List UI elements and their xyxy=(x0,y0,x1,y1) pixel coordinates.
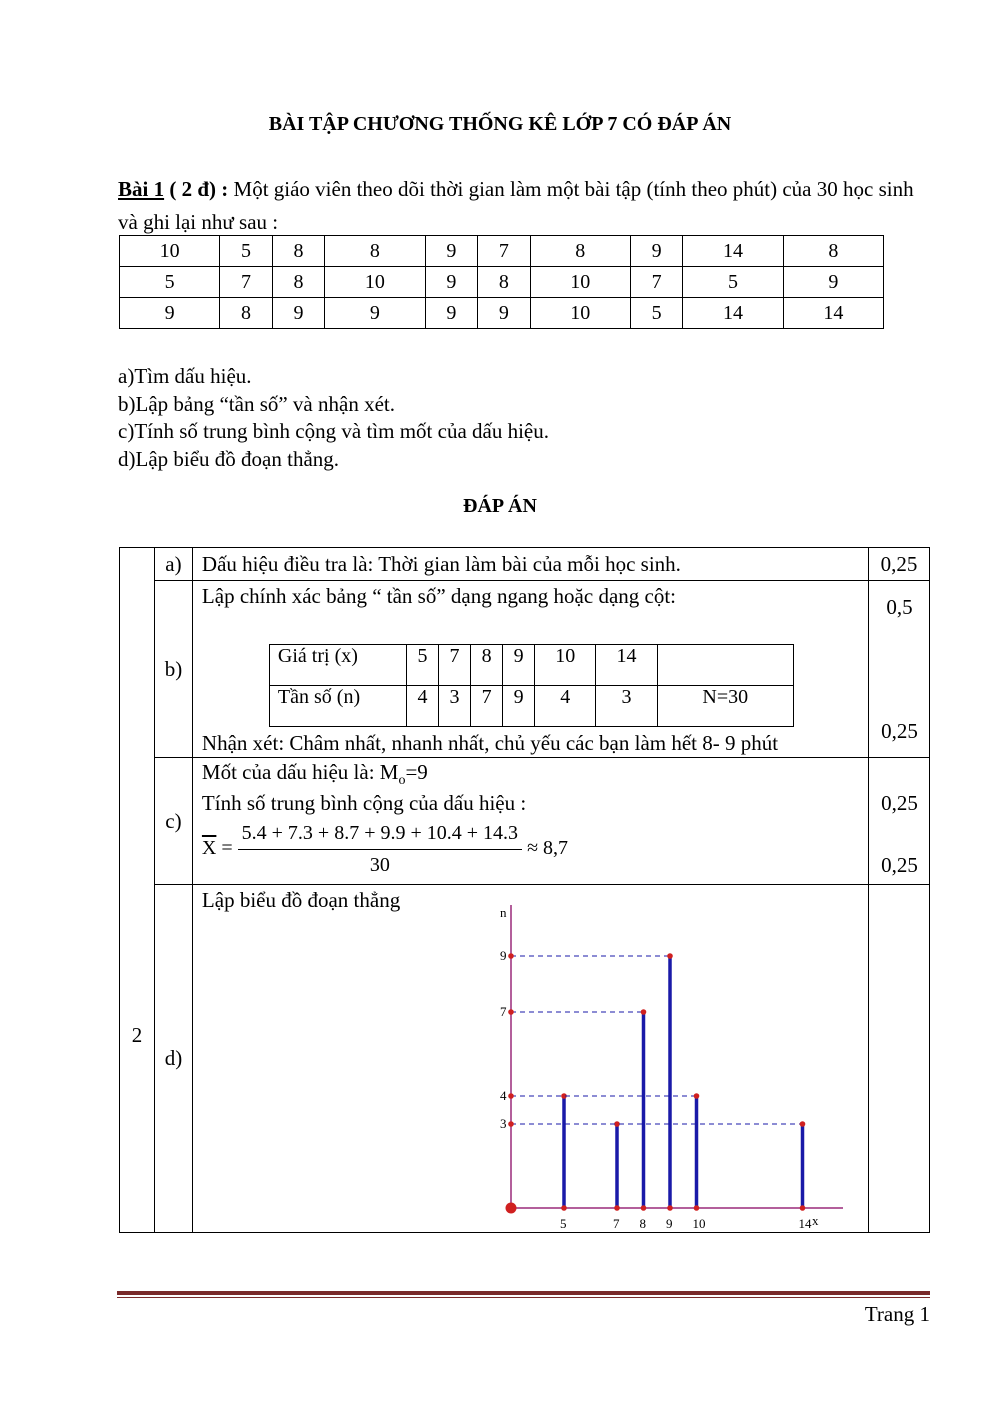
data-cell: 10 xyxy=(530,267,630,298)
answer-title: ĐÁP ÁN xyxy=(463,495,537,517)
question-d: d)Lập biểu đồ đoạn thẳng. xyxy=(118,446,340,471)
footer-divider-thin xyxy=(117,1297,930,1298)
mean-numerator: 5.4 + 7.3 + 8.7 + 9.9 + 10.4 + 14.3 xyxy=(238,822,522,850)
x-tick-label: 7 xyxy=(612,1216,620,1231)
data-row xyxy=(120,267,884,298)
y-tick-label: 3 xyxy=(499,1116,507,1131)
data-cell: 9 xyxy=(478,298,531,329)
data-cell: 14 xyxy=(783,298,883,329)
mode-sub: o xyxy=(398,773,406,789)
value-cell: 10 xyxy=(535,645,596,686)
y-tick-label: 9 xyxy=(499,948,507,963)
data-row xyxy=(120,298,884,329)
data-cell: 5 xyxy=(683,267,783,298)
bar-base-point xyxy=(694,1205,700,1211)
y-tick-label: 7 xyxy=(499,1004,507,1019)
data-cell: 9 xyxy=(425,298,478,329)
frequency-row-label: Tần số (n) xyxy=(269,686,406,727)
part-c-score-2: 0,25 xyxy=(881,853,918,877)
footer-divider xyxy=(117,1291,930,1295)
data-cell: 9 xyxy=(272,298,325,329)
part-a-score: 0,25 xyxy=(869,548,930,581)
x-tick-label: 5 xyxy=(559,1216,567,1231)
data-cell: 8 xyxy=(530,236,630,267)
part-b-content xyxy=(192,581,868,758)
mean-text: Tính số trung bình cộng của dấu hiệu : xyxy=(201,791,527,815)
part-b-intro: Lập chính xác bảng “ tần số” dạng ngang hoặc dạng cột: xyxy=(201,584,677,608)
part-b-label: b) xyxy=(154,581,192,758)
x-tick-label: 9 xyxy=(665,1216,673,1231)
exercise-intro xyxy=(118,173,933,239)
data-cell: 14 xyxy=(683,236,783,267)
x-tick-label: 8 xyxy=(639,1216,646,1231)
x-axis-label: x xyxy=(811,1213,819,1228)
mode-prefix: Mốt của dấu hiệu là: M xyxy=(201,760,399,784)
bar-top-point xyxy=(694,1093,700,1099)
part-c-score-1: 0,25 xyxy=(881,791,918,815)
origin-point xyxy=(505,1203,516,1214)
mean-formula xyxy=(202,822,568,877)
y-tick-point xyxy=(508,1121,514,1127)
frequency-cell: 4 xyxy=(535,686,596,727)
question-a: a)Tìm dấu hiệu. xyxy=(118,364,252,388)
data-cell: 8 xyxy=(325,236,425,267)
data-cell: 7 xyxy=(630,267,683,298)
data-cell: 7 xyxy=(220,267,273,298)
frequency-chart xyxy=(193,885,870,1233)
data-cell: 7 xyxy=(478,236,531,267)
frequency-cell: 3 xyxy=(438,686,470,727)
y-axis-label: n xyxy=(499,905,507,920)
y-tick-point xyxy=(508,1093,514,1099)
bar-top-point xyxy=(667,953,673,959)
page-number: Trang 1 xyxy=(864,1302,930,1326)
frequency-cell: 4 xyxy=(406,686,438,727)
data-cell: 8 xyxy=(272,267,325,298)
data-cell: 9 xyxy=(783,267,883,298)
frequency-table xyxy=(269,644,794,727)
y-tick-point xyxy=(508,1009,514,1015)
data-cell: 14 xyxy=(683,298,783,329)
question-b: b)Lập bảng “tần số” và nhận xét. xyxy=(118,391,395,416)
page-title: BÀI TẬP CHƯƠNG THỐNG KÊ LỚP 7 CÓ ĐÁP ÁN xyxy=(268,113,732,135)
value-row-label: Giá trị (x) xyxy=(269,645,406,686)
data-cell: 8 xyxy=(478,267,531,298)
value-cell: 9 xyxy=(503,645,535,686)
bar-base-point xyxy=(667,1205,673,1211)
y-tick-point xyxy=(508,953,514,959)
x-tick-label: 14 xyxy=(798,1216,812,1231)
mean-denominator: 30 xyxy=(369,854,390,876)
data-cell: 5 xyxy=(220,236,273,267)
bar-base-point xyxy=(614,1205,620,1211)
frequency-cell: 7 xyxy=(471,686,503,727)
data-cell: 9 xyxy=(325,298,425,329)
data-cell: 10 xyxy=(325,267,425,298)
data-cell: 5 xyxy=(120,267,220,298)
mean-equals: = xyxy=(221,837,233,860)
part-a-text: Dấu hiệu điều tra là: Thời gian làm bài của mỗi học sinh. xyxy=(192,548,868,581)
mean-symbol: $\overline{X}$ xyxy=(201,837,217,860)
mode-suffix: =9 xyxy=(405,760,428,784)
part-c-content xyxy=(192,758,868,885)
frequency-cell: 3 xyxy=(596,686,657,727)
part-c-scores xyxy=(869,758,930,885)
data-cell: 8 xyxy=(220,298,273,329)
data-cell: 9 xyxy=(630,236,683,267)
part-d-content xyxy=(192,885,868,1233)
value-cell xyxy=(657,645,793,686)
part-c-label: c) xyxy=(154,758,192,885)
data-cell: 8 xyxy=(272,236,325,267)
part-d-label: d) xyxy=(154,885,192,1233)
bar-base-point xyxy=(800,1205,806,1211)
mean-result: ≈ 8,7 xyxy=(527,837,569,860)
frequency-cell: 9 xyxy=(503,686,535,727)
answer-table xyxy=(119,547,930,1233)
data-cell: 9 xyxy=(120,298,220,329)
data-cell: 8 xyxy=(783,236,883,267)
x-tick-label: 10 xyxy=(692,1216,706,1231)
data-cell: 9 xyxy=(425,267,478,298)
data-cell: 10 xyxy=(530,298,630,329)
mode-text xyxy=(202,760,428,789)
bar-top-point xyxy=(641,1009,647,1015)
questions-list xyxy=(118,363,549,473)
data-row xyxy=(120,236,884,267)
data-table xyxy=(119,235,884,329)
bar-base-point xyxy=(561,1205,567,1211)
part-b-score-2: 0,25 xyxy=(881,719,918,743)
part-a-label: a) xyxy=(154,548,192,581)
part-b-score-1: 0,5 xyxy=(886,595,913,619)
mean-fraction xyxy=(238,822,522,877)
y-tick-label: 4 xyxy=(499,1088,507,1103)
exercise-points: ( 2 đ) : xyxy=(164,177,234,201)
bar-top-point xyxy=(614,1121,620,1127)
data-cell: 10 xyxy=(120,236,220,267)
frequency-cell: N=30 xyxy=(657,686,793,727)
question-c: c)Tính số trung bình cộng và tìm mốt của dấu hiệu. xyxy=(118,419,549,443)
bar-top-point xyxy=(800,1121,806,1127)
value-cell: 5 xyxy=(406,645,438,686)
part-d-score xyxy=(869,885,930,1233)
exercise-text: Một giáo viên theo dõi thời gian làm một bài tập (tính theo phút) của 30 học sinh và ghi lại như sau : xyxy=(118,177,914,234)
exercise-label: Bài 1 xyxy=(118,177,165,201)
part-b-scores xyxy=(869,581,930,758)
value-cell: 7 xyxy=(438,645,470,686)
data-cell: 5 xyxy=(630,298,683,329)
value-cell: 8 xyxy=(471,645,503,686)
question-number: 2 xyxy=(120,548,155,1233)
bar-base-point xyxy=(641,1205,647,1211)
part-d-text: Lập biểu đồ đoạn thẳng xyxy=(201,888,401,912)
value-cell: 14 xyxy=(596,645,657,686)
data-cell: 9 xyxy=(425,236,478,267)
part-b-comment: Nhận xét: Châm nhất, nhanh nhất, chủ yếu các bạn làm hết 8- 9 phút xyxy=(201,731,779,755)
